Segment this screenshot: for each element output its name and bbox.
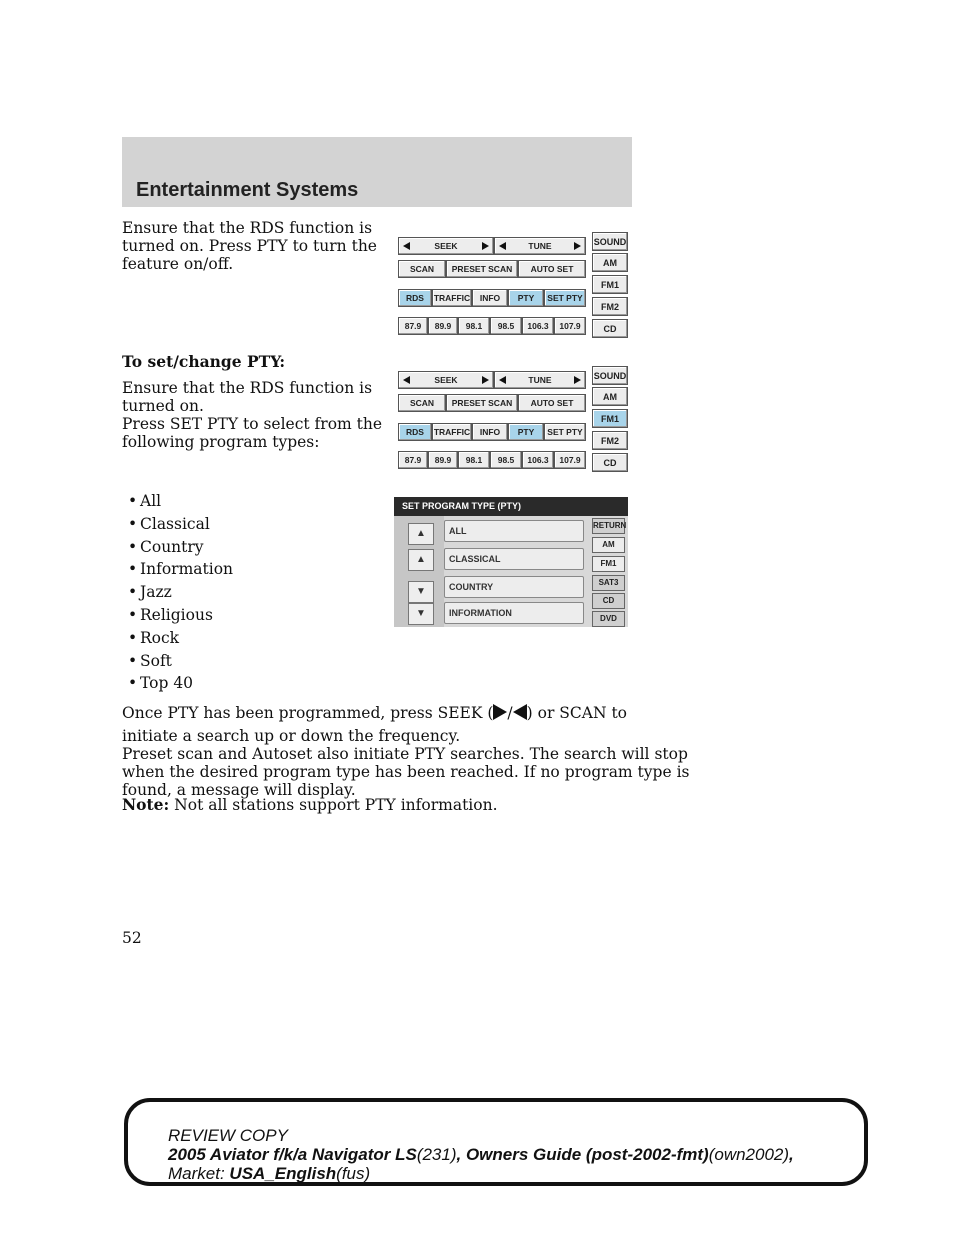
fm1-button[interactable]: FM1 xyxy=(592,409,628,428)
auto-set-button[interactable]: AUTO SET xyxy=(518,394,586,412)
sat3-button[interactable]: SAT3 xyxy=(592,575,625,591)
sound-button[interactable]: SOUND xyxy=(592,366,628,385)
pty-button[interactable]: PTY xyxy=(508,423,544,441)
scroll-down-button[interactable]: ▼ xyxy=(408,581,434,603)
seek-button[interactable] xyxy=(398,371,494,389)
preset-button[interactable]: 87.9 xyxy=(398,451,428,469)
review-footer xyxy=(124,1098,868,1186)
tune-label: TUNE xyxy=(528,375,552,385)
intro-paragraph xyxy=(122,219,377,273)
set-pty-button[interactable]: SET PTY xyxy=(544,423,586,441)
seek-label: SEEK xyxy=(434,375,458,385)
scan-button[interactable]: SCAN xyxy=(398,394,446,412)
list-item: • Rock xyxy=(128,628,180,647)
set-pty-heading: To set/change PTY: xyxy=(122,352,286,371)
search-paragraph: initiate a search up or down the frequency. Preset scan and Autoset also initiate PTY searches. The search will stop when the desired program type has been reached. If no program type is found, a message will display. xyxy=(122,727,690,799)
review-label: REVIEW COPY xyxy=(168,1126,288,1145)
preset-button[interactable]: 106.3 xyxy=(522,451,554,469)
preset-scan-button[interactable]: PRESET SCAN xyxy=(446,394,518,412)
tune-down-icon xyxy=(499,376,506,384)
intro-line: Ensure that the RDS function is xyxy=(122,219,373,237)
traffic-button[interactable]: TRAFFIC xyxy=(432,423,472,441)
page-title: Entertainment Systems xyxy=(136,179,359,201)
set-pty-button[interactable]: SET PTY xyxy=(544,289,586,307)
preset-button[interactable]: 87.9 xyxy=(398,317,428,335)
fm2-button[interactable]: FM2 xyxy=(592,297,628,316)
return-button[interactable]: RETURN xyxy=(592,518,625,534)
auto-set-button[interactable]: AUTO SET xyxy=(518,260,586,278)
preset-button[interactable]: 98.1 xyxy=(458,317,490,335)
preset-button[interactable]: 98.5 xyxy=(490,451,522,469)
footer-market-line: Market: USA_English(fus) xyxy=(168,1164,371,1183)
rds-button[interactable]: RDS xyxy=(398,289,432,307)
am-button[interactable]: AM xyxy=(592,387,628,406)
seek-down-icon xyxy=(403,242,410,250)
pty-option-classical[interactable]: CLASSICAL xyxy=(444,548,584,570)
preset-button[interactable]: 107.9 xyxy=(554,317,586,335)
radio-panel-1 xyxy=(394,232,631,342)
fm1-button[interactable]: FM1 xyxy=(592,275,628,294)
tune-down-icon xyxy=(499,242,506,250)
pty-option-country[interactable]: COUNTRY xyxy=(444,576,584,598)
tune-up-icon xyxy=(574,376,581,384)
radio-panel-2 xyxy=(394,366,631,476)
cd-button[interactable]: CD xyxy=(592,453,628,472)
list-item: • Information xyxy=(128,560,234,579)
preset-button[interactable]: 107.9 xyxy=(554,451,586,469)
preset-scan-button[interactable]: PRESET SCAN xyxy=(446,260,518,278)
fm2-button[interactable]: FM2 xyxy=(592,431,628,450)
traffic-button[interactable]: TRAFFIC xyxy=(432,289,472,307)
list-item: • Country xyxy=(128,537,204,556)
preset-button[interactable]: 98.1 xyxy=(458,451,490,469)
dvd-button[interactable]: DVD xyxy=(592,611,625,627)
header-band xyxy=(122,137,632,207)
cd-button[interactable]: CD xyxy=(592,319,628,338)
set-pty-line: Press SET PTY to select from the xyxy=(122,415,383,433)
tune-label: TUNE xyxy=(528,241,552,251)
set-pty-line: following program types: xyxy=(122,433,320,451)
pty-screen xyxy=(394,497,628,627)
scan-button[interactable]: SCAN xyxy=(398,260,446,278)
pty-option-all[interactable]: ALL xyxy=(444,520,584,542)
pty-button[interactable]: PTY xyxy=(508,289,544,307)
list-item: • All xyxy=(128,492,162,510)
list-item: • Jazz xyxy=(128,583,172,602)
cd-button[interactable]: CD xyxy=(592,593,625,609)
seek-down-icon xyxy=(403,376,410,384)
list-item: • Top 40 xyxy=(128,674,194,693)
set-pty-paragraph xyxy=(122,353,382,451)
note xyxy=(122,796,498,814)
intro-line: feature on/off. xyxy=(122,255,234,273)
seek-label: SEEK xyxy=(434,241,458,251)
fm1-button[interactable]: FM1 xyxy=(592,556,625,572)
list-item: • Religious xyxy=(128,605,213,624)
note-text: Not all stations support PTY information. xyxy=(169,796,498,814)
seek-instruction: Once PTY has been programmed, press SEEK ( / ) or SCAN to xyxy=(122,704,628,722)
list-item: • Classical xyxy=(128,514,210,533)
scroll-up-button[interactable]: ▲ xyxy=(408,549,434,571)
seek-up-icon xyxy=(482,242,489,250)
seek-up-icon xyxy=(493,704,507,720)
tune-button[interactable] xyxy=(494,237,586,255)
footer-title-line: 2005 Aviator f/k/a Navigator LS(231), Owners Guide (post-2002-fmt)(own2002), xyxy=(168,1145,794,1164)
am-button[interactable]: AM xyxy=(592,537,625,553)
seek-button[interactable] xyxy=(398,237,494,255)
program-type-list xyxy=(128,492,233,697)
am-button[interactable]: AM xyxy=(592,253,628,272)
preset-button[interactable]: 89.9 xyxy=(428,317,458,335)
tune-up-icon xyxy=(574,242,581,250)
info-button[interactable]: INFO xyxy=(472,423,508,441)
list-item: • Soft xyxy=(128,651,172,670)
preset-button[interactable]: 98.5 xyxy=(490,317,522,335)
seek-up-icon xyxy=(482,376,489,384)
note-label: Note: xyxy=(122,795,170,814)
set-pty-line: Ensure that the RDS function is xyxy=(122,379,373,397)
rds-button[interactable]: RDS xyxy=(398,423,432,441)
pty-option-information[interactable]: INFORMATION xyxy=(444,602,584,624)
page-down-button[interactable]: ▼ xyxy=(408,603,434,625)
page-number: 52 xyxy=(122,929,142,947)
page-up-button[interactable]: ▲ xyxy=(408,523,434,545)
set-pty-line: turned on. xyxy=(122,397,204,415)
intro-line: turned on. Press PTY to turn the xyxy=(122,237,377,255)
pty-screen-title: SET PROGRAM TYPE (PTY) xyxy=(394,497,628,516)
preset-button[interactable]: 89.9 xyxy=(428,451,458,469)
info-button[interactable]: INFO xyxy=(472,289,508,307)
sound-button[interactable]: SOUND xyxy=(592,232,628,251)
seek-down-icon xyxy=(513,704,527,720)
tune-button[interactable] xyxy=(494,371,586,389)
preset-button[interactable]: 106.3 xyxy=(522,317,554,335)
